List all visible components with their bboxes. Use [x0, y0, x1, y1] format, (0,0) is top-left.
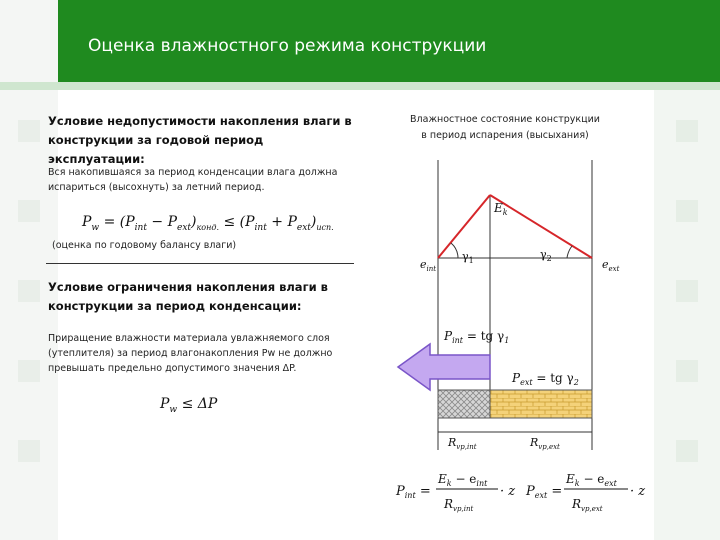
label-pint: $P_{int}$ = tg $\gamma_1$ — [444, 329, 510, 345]
cond-formula — [158, 388, 238, 418]
brick-layer — [490, 390, 592, 418]
svg-text:Rvp,ext: $R_{vp,ext}$ — [572, 497, 603, 513]
formula-pint — [395, 472, 515, 513]
svg-text:Pext =: $P_{ext}$ = — [526, 484, 563, 500]
label-g1: $\gamma_1$ — [462, 250, 474, 265]
label-eint: $e_{int}$ — [420, 258, 437, 273]
annual-text: Вся накопившаяся за период конденсации влага должна испариться (высохнуть) за летний период. — [48, 167, 338, 193]
svg-text:Pw ≤ ΔP: $P_w \le \Delta P$ — [160, 396, 218, 415]
gamma1-arc — [451, 243, 458, 258]
svg-text:Ek − eint: $E_k - e_{int}$ — [438, 472, 488, 488]
label-g2: $\gamma_2$ — [540, 248, 552, 263]
label-pext: $P_{ext}$ = tg $\gamma_2$ — [512, 371, 579, 387]
insulation-layer — [438, 390, 490, 418]
evaporation-arrow — [398, 344, 490, 390]
slide-title: Оценка влажностного режима конструкции — [88, 36, 487, 56]
label-eext: $e_{ext}$ — [602, 258, 620, 273]
svg-text:Pint =: $P_{int}$ = — [396, 484, 431, 500]
diagram-title-line1: Влажностное состояние конструкции — [410, 114, 600, 125]
label-ek: $E_k$ — [494, 201, 508, 217]
svg-text:Ek − eext: $E_k - e_{ext}$ — [566, 472, 617, 488]
annual-formula — [80, 206, 334, 236]
divider — [46, 263, 354, 264]
formula-pext — [525, 472, 645, 513]
red-line-left — [438, 195, 490, 258]
gamma2-arc — [567, 246, 572, 258]
left-decor-stripe — [0, 0, 58, 540]
header-accent-line — [0, 82, 720, 90]
diagram-title-line2: в период испарения (высыхания) — [421, 130, 589, 141]
label-rext: $R_{vp,ext}$ — [530, 436, 560, 451]
annual-note: (оценка по годовому балансу влаги) — [52, 240, 237, 251]
cond-heading: Условие ограничения накопления влаги в конструкции за период конденсации: — [48, 280, 328, 313]
svg-text:Pw = (Pint − Pext)конд. ≤ (Pin: $P_w = (P_{int} - P_{ext})_{конд.} \le (P_{int} + P_{ext})_{исп.}$ — [82, 214, 334, 233]
annual-heading: Условие недопустимости накопления влаги в конструкции за годовой период эксплуатации: — [48, 114, 352, 166]
svg-text:Rvp,int: $R_{vp,int}$ — [444, 497, 474, 513]
svg-text:· z: · z — [500, 484, 516, 499]
cond-text: Приращение влажности материала увлажняемого слоя (утеплителя) за период влагонакопления Pw не должно превышать предельно допустимого значения ΔP. — [48, 333, 333, 374]
label-rint: $R_{vp,int}$ — [448, 436, 477, 451]
moisture-diagram — [380, 150, 650, 525]
svg-text:· z: · z — [630, 484, 646, 499]
